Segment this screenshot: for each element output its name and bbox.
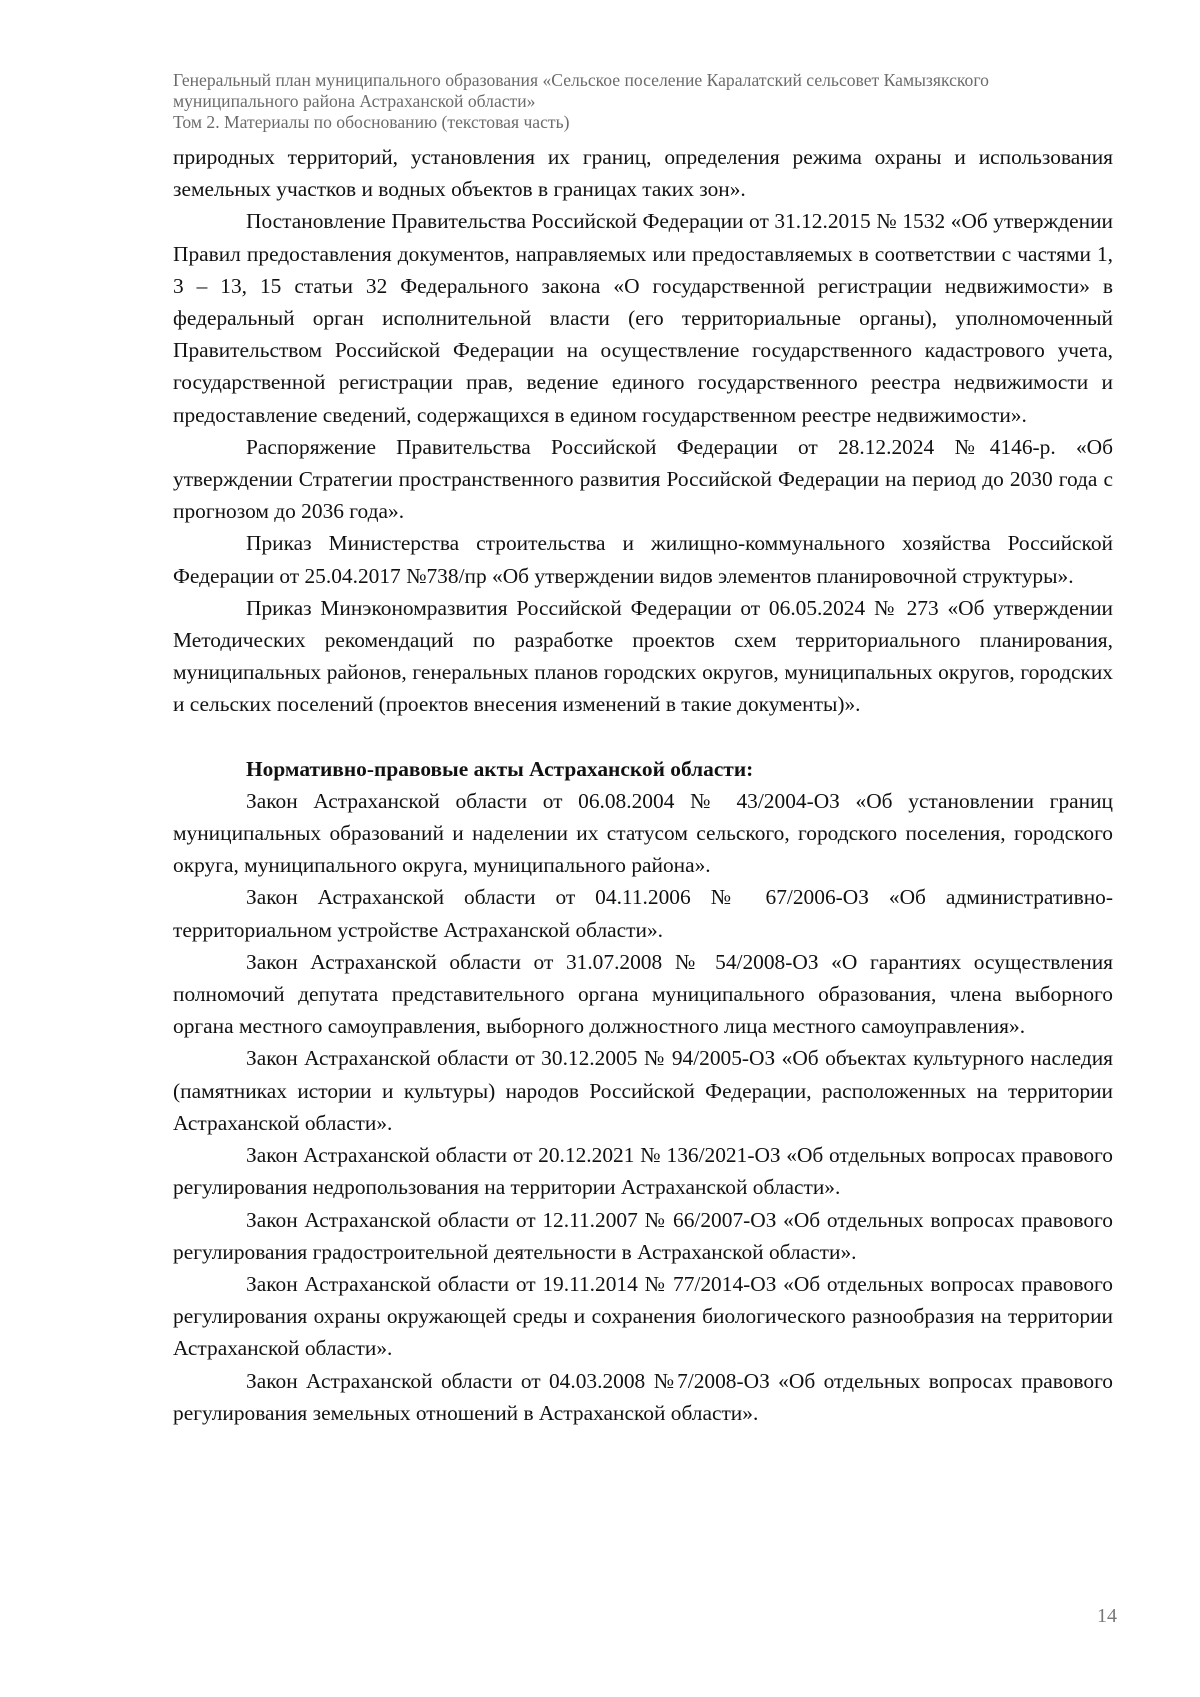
paragraph-law-136-2021: Закон Астраханской области от 20.12.2021 № 136/2021-ОЗ «Об отдельных вопросах правового регулирования недропользования на территории Астраханской области». xyxy=(173,1143,1113,1200)
paragraph-law-7-2008: Закон Астраханской области от 04.03.2008 №7/2008-ОЗ «Об отдельных вопросах правового регулирования земельных отношений в Астраханской области». xyxy=(173,1368,1113,1425)
paragraph-government-order-4146: Распоряжение Правительства Российской Федерации от 28.12.2024 №4146-р. «Об утверждении Стратегии пространственного развития Российской Федерации на период до 2030 года с прогнозом до 2036 года». xyxy=(173,434,1113,524)
paragraph-law-43-2004: Закон Астраханской области от 06.08.2004 № 43/2004-ОЗ «Об установлении границ муниципальных образований и наделении их статусом сельского, городского поселения, городского округа, муниципального округа, муниципального района». xyxy=(173,788,1113,878)
paragraph-law-54-2008: Закон Астраханской области от 31.07.2008 № 54/2008-ОЗ «О гарантиях осуществления полномочий депутата представительного органа муниципального образования, члена выборного органа местного самоуправления, выборного должностного лица местного самоуправления». xyxy=(173,949,1113,1039)
paragraph-ministry-order-738: Приказ Министерства строительства и жилищно-коммунального хозяйства Российской Федерации от 25.04.2017 №738/пр «Об утверждении видов элементов планировочной структуры». xyxy=(173,531,1113,588)
paragraph-continuation: природных территорий, установления их границ, определения режима охраны и использования земельных участков и водных объектов в границах таких зон». xyxy=(173,145,1113,202)
page-number: 14 xyxy=(1097,1605,1117,1627)
header-volume-line: Том 2. Материалы по обоснованию (текстовая часть) xyxy=(173,112,570,132)
paragraph-law-67-2006: Закон Астраханской области от 04.11.2006 № 67/2006-ОЗ «Об административно-территориальном устройстве Астраханской области». xyxy=(173,885,1113,942)
paragraph-government-decree-1532: Постановление Правительства Российской Федерации от 31.12.2015 № 1532 «Об утверждении Правил предоставления документов, направляемых или предоставляемых в соответствии с частями 1, 3 – 13, 15 статьи 32 Федерального закона «О государственной регистрации недвижимости» в федеральный орган исполнительной власти (его территориальные органы), уполномоченный Правительством Российской Федерации на осуществление государственного кадастрового учета, государственной регистрации прав, ведение единого государственного реестра недвижимости и предоставление сведений, содержащихся в едином государственном реестре недвижимости». xyxy=(173,209,1113,427)
header-title-line-1: Генеральный план муниципального образования «Сельское поселение Каралатский сельсовет Камызякского xyxy=(173,70,989,90)
document-body xyxy=(173,141,1113,1429)
paragraph-law-77-2014: Закон Астраханской области от 19.11.2014 № 77/2014-ОЗ «Об отдельных вопросах правового регулирования охраны окружающей среды и сохранения биологического разнообразия на территории Астраханской области». xyxy=(173,1271,1113,1361)
paragraph-law-66-2007: Закон Астраханской области от 12.11.2007 № 66/2007-ОЗ «Об отдельных вопросах правового регулирования градостроительной деятельности в Астраханской области». xyxy=(173,1207,1113,1264)
header-title-line-2: муниципального района Астраханской области» xyxy=(173,91,536,111)
paragraph-ministry-order-273: Приказ Минэкономразвития Российской Федерации от 06.05.2024 № 273 «Об утверждении Методических рекомендаций по разработке проектов схем территориального планирования, муниципальных районов, генеральных планов городских округов, муниципальных округов, городских и сельских поселений (проектов внесения изменений в такие документы)». xyxy=(173,595,1113,717)
page-header xyxy=(173,70,1133,133)
paragraph-law-94-2005: Закон Астраханской области от 30.12.2005 № 94/2005-ОЗ «Об объектах культурного наследия (памятниках истории и культуры) народов Российской Федерации, расположенных на территории Астраханской области». xyxy=(173,1046,1113,1135)
section-title-regional-acts: Нормативно-правовые акты Астраханской области: xyxy=(246,756,754,781)
